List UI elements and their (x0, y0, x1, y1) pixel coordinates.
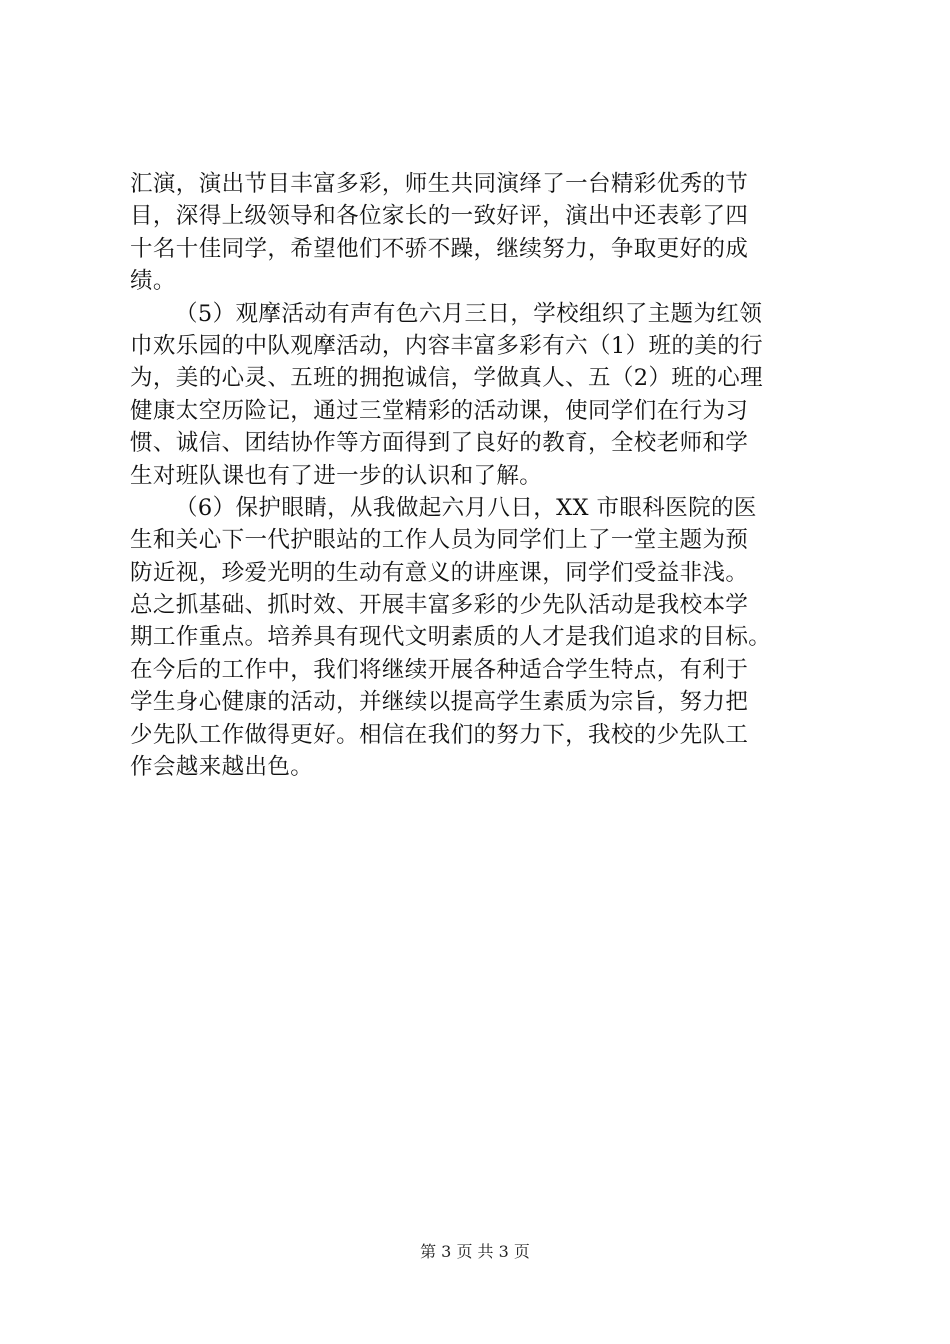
paragraph-start-line: （6）保护眼睛，从我做起六月八日，XX 市眼科医院的医 (175, 494, 757, 521)
text-line: 生对班队课也有了进一步的认识和了解。 (130, 462, 543, 489)
paragraph-start-line: （5）观摩活动有声有色六月三日，学校组织了主题为红领 (175, 300, 763, 327)
text-line: 防近视，珍爱光明的生动有意义的讲座课，同学们受益非浅。 (130, 559, 749, 586)
document-body (130, 168, 830, 783)
text-line: 十名十佳同学，希望他们不骄不躁，继续努力，争取更好的成 (130, 235, 749, 262)
text-line: 惯、诚信、团结协作等方面得到了良好的教育，全校老师和学 (130, 430, 749, 457)
text-line: 目，深得上级领导和各位家长的一致好评，演出中还表彰了四 (130, 203, 749, 230)
text-line: 生和关心下一代护眼站的工作人员为同学们上了一堂主题为预 (130, 527, 749, 554)
text-line: 为，美的心灵、五班的拥抱诚信，学做真人、五（2）班的心理 (130, 365, 764, 392)
page-number-footer: 第 3 页 共 3 页 (420, 1242, 530, 1261)
text-line: 少先队工作做得更好。相信在我们的努力下，我校的少先队工 (130, 721, 749, 748)
text-line: 学生身心健康的活动，并继续以提高学生素质为宗旨，努力把 (130, 689, 749, 716)
text-line: 作会越来越出色。 (130, 754, 314, 781)
text-line: 巾欢乐园的中队观摩活动，内容丰富多彩有六（1）班的美的行 (130, 332, 764, 359)
text-line: 在今后的工作中，我们将继续开展各种适合学生特点，有利于 (130, 656, 749, 683)
text-line: 绩。 (130, 268, 176, 295)
text-line: 期工作重点。培养具有现代文明素质的人才是我们追求的目标。 (130, 624, 772, 651)
text-line: 汇演，演出节目丰富多彩，师生共同演绎了一台精彩优秀的节 (130, 171, 749, 197)
text-line: 总之抓基础、抓时效、开展丰富多彩的少先队活动是我校本学 (130, 592, 749, 619)
text-line: 健康太空历险记，通过三堂精彩的活动课，使同学们在行为习 (130, 397, 749, 424)
